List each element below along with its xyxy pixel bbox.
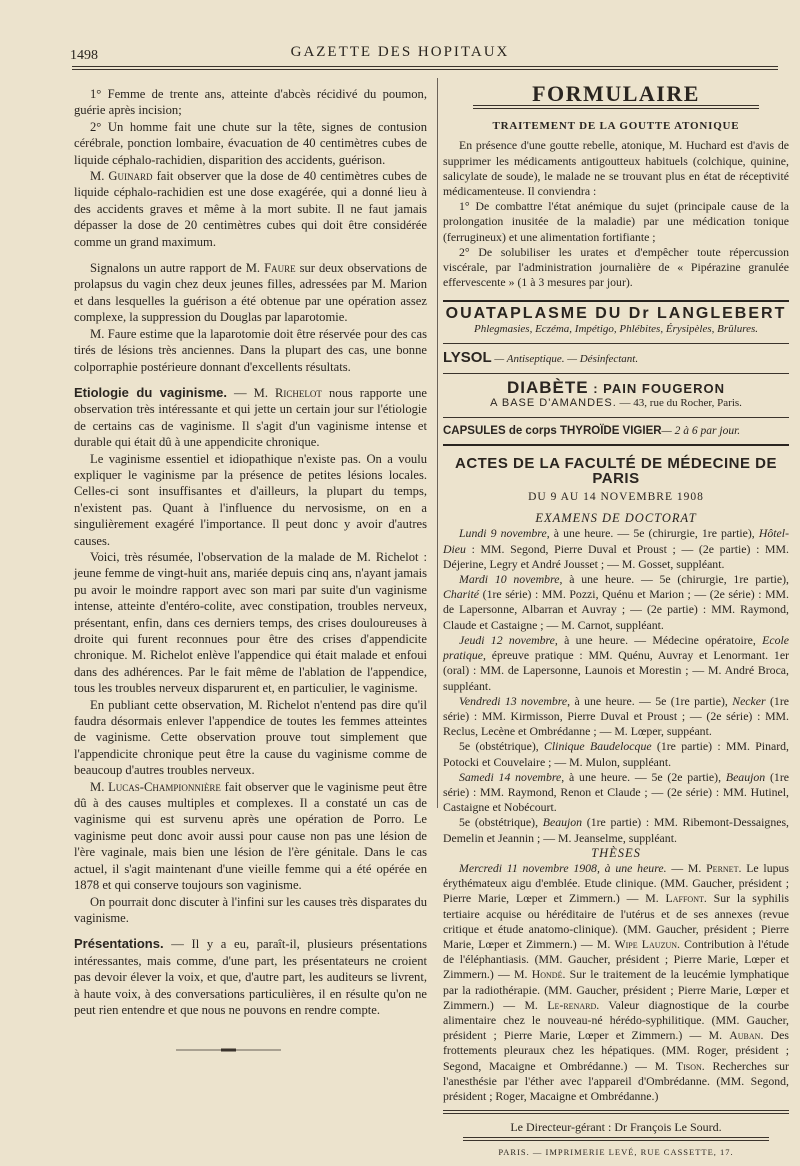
footer-rule — [463, 1137, 769, 1141]
exam-place: Hôtel-Dieu — [443, 526, 789, 556]
spacer — [74, 926, 427, 936]
paragraph: 1° Femme de trente ans, atteinte d'abcès récidivé du poumon, guérie après incision; — [74, 87, 427, 118]
exam-day: Vendredi 13 novembre — [459, 693, 568, 708]
exam-day: Samedi 14 novembre — [459, 769, 562, 784]
actes-date: DU 9 AU 14 NOVEMBRE 1908 — [528, 491, 704, 504]
paragraph — [74, 260, 427, 326]
running-title: GAZETTE DES HOPITAUX — [290, 44, 510, 60]
author-name: M. Lucas-Championnière — [90, 779, 221, 794]
paragraph-text: fait observer que la dose de 40 centimètres cubes de liquide céphalo-rachidien est une dose exagérée, qui a donné lieu à des accidents graves et même à la mort subite. Il ne faut jamais dépasser la dose de 20 centimètres cubes qui doit être considérée comme un grand maximum. — [74, 169, 427, 249]
thesis-author: Wipe Lauzun — [614, 936, 678, 951]
thesis-author: Le-renard — [547, 997, 597, 1012]
exam-place: Beaujon — [542, 815, 583, 830]
exam-text: : MM. Segond, Pierre Duval et Proust ; — (2e partie) : MM. Déjerine, Legry et André Jousset ; — M. Gosset, suppléant. — [443, 541, 789, 571]
spacer — [74, 375, 427, 385]
ad-rule — [443, 444, 789, 446]
page-number: 1498 — [70, 48, 98, 63]
thesis-author: Pernet — [706, 860, 739, 875]
exam-entry — [443, 633, 789, 694]
thesis-day: Mercredi 11 novembre 1908, à une heure. — [459, 860, 667, 875]
author-name: M. Guinard — [90, 169, 153, 184]
exam-text: , à une heure. — 5e (chirurgie, 1re partie), — [546, 526, 759, 541]
exam-entry — [443, 739, 789, 769]
exam-day: Jeudi 12 novembre — [459, 632, 555, 647]
paragraph-text: nous rapporte une observation très intéressante et qui jette un certain jour sur l'étiologie de certains cas de vaginisme. Il s'agit d'un vaginisme intense et durable qui était dû à une appendicite chronique. — [74, 385, 427, 450]
paragraph — [74, 168, 427, 250]
exam-text: , épreuve pratique : MM. Quénu, Auvray et Lenormant. 1er (oral) : MM. de Lapersonne, Launois et Morestin ; — M. André Broca, suppléant. — [443, 648, 789, 693]
paragraph: En présence d'une goutte rebelle, atonique, M. Huchard est d'avis de supprimer les médicaments antigoutteux habituels (colchique, quinine, salicylate de soude), le malade ne se trouvant plus en état de réceptivité médicamenteuse. Il conviendra : — [443, 138, 789, 199]
exam-text: (1re série) : MM. Raymond, Renon et Claude ; — (2e série) : MM. Hutinel, Castaigne et Nobécourt. — [443, 769, 789, 815]
examens-title: EXAMENS DE DOCTORAT — [535, 511, 697, 526]
theses-title: THÈSES — [591, 845, 641, 860]
section-paragraph — [74, 936, 427, 1018]
paragraph: En publiant cette observation, M. Richelot n'entend pas dire qu'il faudra désormais enlever l'appendice de toutes les femmes atteintes de vaginisme. Cette observation prouve tout simplement que l'appendicite chronique peut être la cause du vaginisme comme de beaucoup d'autres troubles nerveux. — [74, 697, 427, 778]
thesis-author: Hondé — [531, 967, 563, 982]
thesis-author: Auban — [729, 1028, 761, 1043]
header-rule-thin — [72, 69, 778, 70]
paragraph: 2° De solubiliser les urates et d'empêcher toute répercussion viscérale, par l'administration journalière de « Pipérazine granulée effervescente » (1 à 3 mesures par jour). — [443, 244, 789, 290]
ad-capsules — [443, 424, 789, 439]
ad-title: LYSOL — [443, 348, 492, 366]
paragraph-text: Signalons un autre rapport de M. — [90, 261, 265, 276]
ad-diabete — [443, 380, 789, 411]
footer-rule — [443, 1110, 789, 1114]
thesis-text: . Le lupus érythémateux aigu d'emblée. Etude clinique. (MM. Gaucher, président ; Pierre Marie, Lœper et Zimmern.) — M. — [443, 860, 789, 906]
imprint-line: PARIS. — IMPRIMERIE LEVÉ, RUE CASSETTE, 17. — [498, 1147, 734, 1158]
exam-text: , à une heure. — Médecine opératoire, — [554, 632, 763, 647]
ad-subtitle: — Antiseptique. — Désinfectant. — [491, 352, 639, 365]
ad-title-rest: : PAIN FOUGERON — [588, 381, 725, 397]
exam-place: Charité — [443, 587, 480, 602]
paragraph: 1° De combattre l'état anémique du sujet (principale cause de la prolongation inusitée de la maladie) par une médication tonique (ferrugineux) et une alimentation fortifiante ; — [443, 199, 789, 244]
spacer — [74, 250, 427, 260]
ad-lysol — [443, 350, 789, 367]
thesis-text: . Contribution à l'étude de l'éléphantiasis. (MM. Gaucher, président ; Pierre Marie, Lœper et Zimmern.) — M. — [443, 936, 789, 982]
exam-text: (1re série) : MM. Kirmisson, Pierre Duval et Proust ; — (2e série) : MM. Reclus, Lecène et Ombrédanne ; — M. Lœper, suppéant. — [443, 693, 789, 739]
paragraph: Le vaginisme essentiel et idiopathique n'existe pas. On a voulu expliquer le vaginisme par la présence de petites lésions locales. Celles-ci sont insuffisantes et d'ailleurs, la plupart du temps, n'existent pas. Quant à l'influence du nervosisme, on en a singulièrement exagéré l'importance. Il peut donc y avoir d'autres causes. — [74, 451, 427, 548]
thesis-text: . Sur le traitement de la leucémie lymphatique par la radiothérapie. (MM. Gaucher, président ; Pierre Marie, Lœper et Zimmern.) — M. — [443, 967, 790, 1012]
ad-rule — [443, 373, 789, 374]
paragraph: On pourrait donc discuter à l'infini sur les causes très disparates du vaginisme. — [74, 894, 427, 925]
exam-text: , à une heure. — 5e (2e partie), — [561, 769, 726, 784]
header-rule — [72, 66, 778, 67]
paragraph-text: — M. — [226, 385, 276, 400]
author-name: Faure — [264, 261, 296, 276]
thesis-author: Tison — [675, 1058, 702, 1073]
column-divider — [437, 78, 438, 808]
author-name: Richelot — [275, 385, 322, 400]
exam-entry — [443, 572, 789, 633]
thesis-author: Laffont — [665, 891, 704, 906]
exam-text: , à une heure. — 5e (1re partie), — [567, 693, 733, 708]
paragraph: M. Faure estime que la laparotomie doit être réservée pour des cas tirés de lésions très anciennes. Dans la plupart des cas, une bonne colporraphie postérieure donnant d'excellents résultats. — [74, 326, 427, 374]
actes-title: ACTES DE LA FACULTÉ DE MÉDECINE DE PARIS — [454, 454, 778, 487]
ad-address-a: A BASE D'AMANDES. — [490, 397, 617, 410]
left-column — [74, 86, 427, 1018]
exam-text: (1re partie) : MM. Ribemont-Dessaignes, Demelin et Jeannin ; — M. Jeanselme, suppléant. — [443, 815, 789, 845]
paragraph-text: sur deux observations de prolapsus du vagin chez deux jeunes filles, adressées par M. Marion et dans lesquelles la guérison a été obtenue par une opération assez complexe, la suppression du Douglas par laparotomie. — [74, 261, 428, 325]
ad-title: DIABÈTE — [507, 378, 589, 398]
ad-address — [443, 396, 789, 411]
ad-title-line — [443, 380, 789, 396]
thesis-text: . Des frottements pleuraux chez les hépatiques. (MM. Roger, président ; Segond, Macaigne et Ombrédanne.) — M. — [443, 1028, 789, 1073]
section-paragraph — [74, 385, 427, 451]
exam-day: Lundi 9 novembre — [459, 526, 547, 541]
thesis-text: . Sur la syphilis tertiaire acquise ou héréditaire de l'utérus et de ses annexes (revue critique et étude anatomo-clinique). (MM. Gaucher, président ; Pierre Marie, Lœper et Zimmern.) — M. — [443, 891, 789, 951]
exam-text: 5e (obstétrique), — [459, 815, 543, 830]
ad-title: OUATAPLASME DU Dr LANGLEBERT — [445, 305, 787, 323]
paragraph: 2° Un homme fait une chute sur la tête, signes de contusion cérébrale, ponction lombaire, évacuation de 40 centimètres cubes de liquide céphalo-rachidien, disparition des accidents, guérison. — [74, 119, 427, 167]
ad-title: CAPSULES de corps THYROÏDE VIGIER — [443, 425, 662, 438]
ad-rule — [443, 343, 789, 344]
exam-entry — [443, 770, 789, 816]
thesis-text: . Valeur diagnostique de la courbe alimentaire chez le nouveau-né hérédo-syphilitique. (MM. Gaucher, président ; Pierre Marie, Lœper et Zimmern.) — M. — [443, 997, 789, 1043]
formula-subtitle: TRAITEMENT DE LA GOUTTE ATONIQUE — [492, 120, 740, 133]
ad-subtitle: — 2 à 6 par jour. — [661, 425, 741, 438]
exam-text: , à une heure. — 5e (chirurgie, 1re partie), — [559, 572, 790, 587]
theses-entry — [443, 861, 789, 1104]
ornament-rule — [176, 1048, 281, 1052]
paragraph — [74, 779, 427, 894]
section-title: Etiologie du vaginisme. — [74, 384, 227, 400]
exam-place: Ecole pratique — [443, 632, 789, 663]
exam-day: Mardi 10 novembre — [459, 572, 560, 587]
exam-text: (1re série) : MM. Pozzi, Quénu et Marion ; — (2e série) : MM. de Lapersonne, Albarran et Auvray ; — (2e partie) : MM. Raymond, Claude et Castaigne ; — M. Carnot, suppléant. — [443, 587, 789, 632]
exam-entry — [443, 815, 789, 845]
ad-subtitle: Phlegmasies, Eczéma, Impétigo, Phlébites, Érysipèles, Brûlures. — [473, 322, 758, 335]
exam-place: Clinique Baudelocque — [544, 739, 652, 754]
thesis-text: — M. — [666, 860, 707, 875]
exam-text: (1re partie) : MM. Pinard, Potocki et Couvelaire ; — M. Mulon, suppléant. — [443, 739, 789, 769]
paragraph: Voici, très résumée, l'observation de la malade de M. Richelot : jeune femme de vingt-huit ans, mariée depuis cinq ans, n'ayant jamais pu avoir le moindre rapport avec son mari par suite d'un vaginisme intense, atteinte d'entéro-colite, avec constipation, troubles nerveux, présentant, enfin, dans ces derniers temps, des crises douloureuses à droite qui furent reconnues pour être des crises d'appendicite chronique. M. Richelot enlève l'appendice qui était malade et enfoui dans des adhérences. Par le fait même de l'ablation de l'appendice, tous les troubles nerveux disparurent et, en particulier, le vaginisme. — [74, 549, 427, 696]
ad-address-b: — 43, rue du Rocher, Paris. — [616, 397, 742, 410]
paragraph-text: — Il y a eu, paraît-il, plusieurs présentations intéressantes, mais comme, d'une part, les présentateurs ne croient pas devoir élever la voix, et que, d'autre part, les auditeurs se livrent, à haute voix, à des conversations particulières, il en résulte qu'on ne peut rien entendre et que nous ne pouvons en rendre compte. — [74, 937, 427, 1017]
thesis-text: . Recherches sur l'anesthésie par l'éther avec l'appareil d'Ombrédanne. (MM. Segond, président ; Roger, Macaigne et Ombrédanne.) — [443, 1058, 789, 1103]
ad-rule — [443, 417, 789, 418]
right-column — [443, 81, 790, 1161]
paragraph-text: fait observer que le vaginisme peut être dû à des causes multiples et complexes. Il a constaté un cas de vaginisme qui est survenu après une opération de Porro. Le vaginisme peut donc avoir aussi pour cause non pas une lésion de l'ère vaginale, mais bien une lésion de l'ère génitale. Dans le cas actuel, il s'agit maintenant d'une vieille femme qui a été opérée en 1878 et qui conserve toujours son vaginisme. — [74, 779, 427, 893]
exam-place: Necker — [732, 693, 766, 708]
exam-entry — [443, 694, 789, 740]
exam-entry — [443, 526, 789, 572]
section-title: Présentations. — [74, 936, 164, 952]
footer-director: Le Directeur-gérant : Dr François Le Sourd. — [510, 1120, 722, 1135]
ad-rule — [443, 300, 789, 302]
formulaire-title: FORMULAIRE — [532, 81, 700, 106]
exam-place: Beaujon — [725, 769, 766, 784]
ad-ouataplasme — [443, 306, 789, 336]
exam-text: 5e (obstétrique), — [459, 739, 545, 754]
